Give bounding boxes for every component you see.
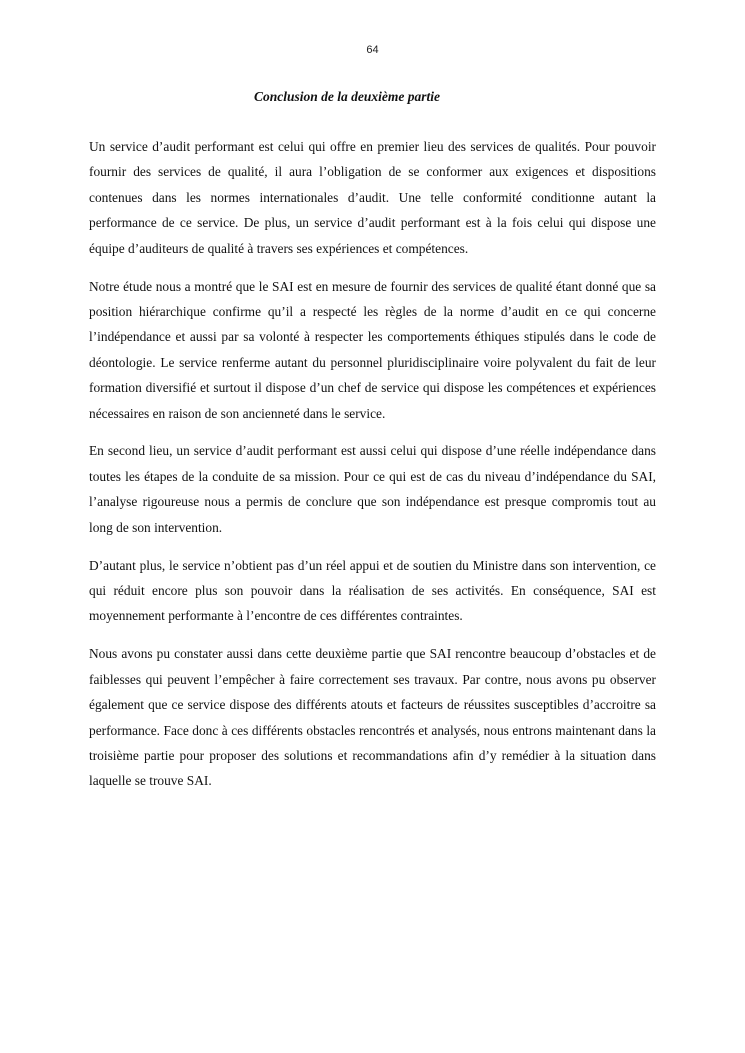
paragraph-4: D’autant plus, le service n’obtient pas d’un réel appui et de soutien du Ministre dans son intervention, ce qui réduit encore plus son pouvoir dans la réalisation de ses activités. En conséquence, SAI est moyennement performante à l’encontre de ces différentes contraintes. bbox=[89, 557, 656, 624]
paragraph-1: Un service d’audit performant est celui qui offre en premier lieu des services de qualités. Pour pouvoir fournir des services de qualité, il aura l’obligation de se conformer aux exigences et dispositions contenues dans les normes internationales d’audit. Une telle conformité conditionne autant la performance de ce service. De plus, un service d’audit performant est à la fois celui qui dispose une équipe d’auditeurs de qualité à travers ses expériences et compétences. bbox=[89, 139, 656, 256]
paragraph-3: En second lieu, un service d’audit performant est aussi celui qui dispose d’une réelle indépendance dans toutes les étapes de la conduite de sa mission. Pour ce qui est de cas du niveau d’indépendance du SAI, l’analyse rigoureuse nous a permis de conclure que son indépendance est presque compromis tout au long de son intervention. bbox=[89, 443, 656, 535]
body-text bbox=[89, 134, 656, 806]
paragraph-2: Notre étude nous a montré que le SAI est en mesure de fournir des services de qualité étant donné que sa position hiérarchique confirme qu’il a respecté les règles de la norme d’audit en ce qui concerne l’indépendance et aussi par sa volonté à respecter les comportements éthiques stipulés dans le code de déontologie. Le service renferme autant du personnel pluridisciplinaire voire polyvalent du fait de leur formation diversifié et surtout il dispose d’un chef de service qui dispose les compétences et expériences nécessaires en raison de son ancienneté dans le service. bbox=[89, 278, 656, 421]
page-number: 64 bbox=[366, 44, 379, 56]
section-title: Conclusion de la deuxième partie bbox=[253, 89, 440, 104]
paragraph-5: Nous avons pu constater aussi dans cette deuxième partie que SAI rencontre beaucoup d’obstacles et de faiblesses qui peuvent l’empêcher à faire correctement ses travaux. Par contre, nous avons pu observer également que ce service dispose des différents atouts et facteurs de réussites susceptibles d’accroitre sa performance. Face donc à ces différents obstacles rencontrés et analysés, nous entrons maintenant dans la troisième partie pour proposer des solutions et recommandations afin d’y remédier à la situation dans laquelle se trouve SAI. bbox=[89, 646, 656, 789]
